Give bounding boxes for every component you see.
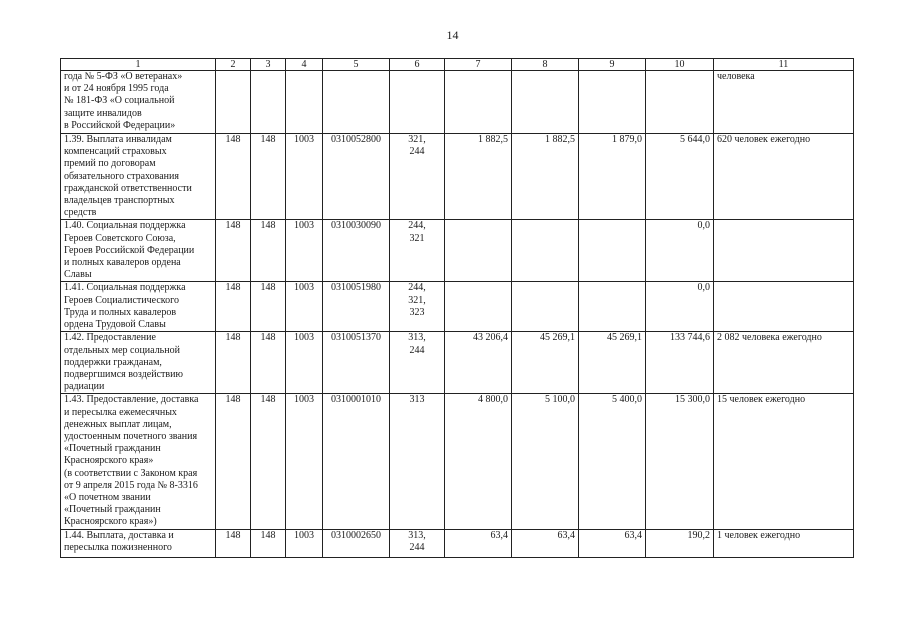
table-cell-c5: 0310052800 [323,134,390,220]
col-header: 11 [714,59,854,71]
table-cell-c5: 0310051370 [323,332,390,394]
table-cell-c11: человека [714,71,854,134]
table-cell-c7 [445,71,512,134]
table-cell-c4: 1003 [286,220,323,282]
table-row [61,134,854,220]
table-cell-c9 [579,220,646,282]
row-name-cell: 1.41. Социальная поддержка Героев Социалистического Труда и полных кавалеров ордена Трудовой Славы [61,282,216,332]
col-header: 1 [61,59,216,71]
col-header: 2 [216,59,251,71]
table-cell-c9 [579,282,646,332]
table-cell-c11: 2 082 человека ежегодно [714,332,854,394]
table-row [61,529,854,557]
table-cell-c7: 1 882,5 [445,134,512,220]
table-cell-c6 [390,71,445,134]
table-cell-c8: 45 269,1 [512,332,579,394]
row-name-cell: 1.40. Социальная поддержка Героев Советского Союза, Героев Российской Федерации и полных кавалеров ордена Славы [61,220,216,282]
col-header: 8 [512,59,579,71]
row-name-cell: 1.43. Предоставление, доставка и пересылка ежемесячных денежных выплат лицам, удостоенным почетного звания «Почетный гражданин Красноярского края» (в соответствии с Законом края от 9 апреля 2015 года № 8-3316 «О почетном звании «Почетный гражданин Красноярского края») [61,394,216,529]
table-cell-c6: 244, 321 [390,220,445,282]
page-number: 14 [446,28,459,42]
table-cell-c3: 148 [251,134,286,220]
table-cell-c9: 1 879,0 [579,134,646,220]
table-cell-c3 [251,71,286,134]
col-header: 5 [323,59,390,71]
table-row [61,332,854,394]
table-cell-c6: 321, 244 [390,134,445,220]
table-cell-c4: 1003 [286,394,323,529]
table-cell-c3: 148 [251,220,286,282]
table-cell-c5 [323,71,390,134]
table-cell-c2: 148 [216,394,251,529]
table-cell-c10: 15 300,0 [646,394,714,529]
table-row [61,220,854,282]
row-name-cell: 1.42. Предоставление отдельных мер социальной поддержки гражданам, подвергшимся воздействию радиации [61,332,216,394]
table-cell-c4: 1003 [286,134,323,220]
table-cell-c9: 63,4 [579,529,646,557]
table-cell-c3: 148 [251,394,286,529]
table-header-row [61,59,854,71]
table-cell-c2 [216,71,251,134]
table-cell-c7: 43 206,4 [445,332,512,394]
table-cell-c10: 5 644,0 [646,134,714,220]
table-cell-c9: 45 269,1 [579,332,646,394]
table-cell-c10: 0,0 [646,220,714,282]
col-header: 6 [390,59,445,71]
table-cell-c8 [512,220,579,282]
table-cell-c4: 1003 [286,282,323,332]
table-cell-c6: 313, 244 [390,332,445,394]
table-cell-c9: 5 400,0 [579,394,646,529]
table-cell-c8: 1 882,5 [512,134,579,220]
table-cell-c8: 63,4 [512,529,579,557]
table-cell-c8 [512,282,579,332]
table-cell-c7: 63,4 [445,529,512,557]
table-cell-c4: 1003 [286,529,323,557]
table-cell-c2: 148 [216,332,251,394]
table-cell-c5: 0310001010 [323,394,390,529]
table-cell-c3: 148 [251,332,286,394]
table-cell-c11 [714,220,854,282]
table-cell-c3: 148 [251,529,286,557]
table-cell-c11: 15 человек ежегодно [714,394,854,529]
table-cell-c5: 0310051980 [323,282,390,332]
row-name-cell: 1.39. Выплата инвалидам компенсаций страховых премий по договорам обязательного страхования гражданской ответственности владельцев транспортных средств [61,134,216,220]
table-cell-c2: 148 [216,134,251,220]
table-row [61,282,854,332]
table-cell-c10: 190,2 [646,529,714,557]
table-cell-c11: 1 человек ежегодно [714,529,854,557]
table-cell-c3: 148 [251,282,286,332]
table-cell-c8: 5 100,0 [512,394,579,529]
table-cell-c7 [445,282,512,332]
table-cell-c7 [445,220,512,282]
row-name-cell: года № 5-ФЗ «О ветеранах» и от 24 ноября 1995 года № 181-ФЗ «О социальной защите инвалидов в Российской Федерации» [61,71,216,134]
table-cell-c2: 148 [216,529,251,557]
budget-table [60,58,854,558]
table-cell-c6: 244, 321, 323 [390,282,445,332]
table-cell-c10: 0,0 [646,282,714,332]
table-cell-c4 [286,71,323,134]
row-name-cell: 1.44. Выплата, доставка и пересылка пожизненного [61,529,216,557]
table-row [61,71,854,134]
col-header: 7 [445,59,512,71]
table-cell-c2: 148 [216,220,251,282]
table-cell-c2: 148 [216,282,251,332]
table-cell-c9 [579,71,646,134]
table-cell-c6: 313, 244 [390,529,445,557]
col-header: 10 [646,59,714,71]
col-header: 9 [579,59,646,71]
table-cell-c7: 4 800,0 [445,394,512,529]
table-cell-c5: 0310002650 [323,529,390,557]
table-cell-c11 [714,282,854,332]
col-header: 3 [251,59,286,71]
table-cell-c5: 0310030090 [323,220,390,282]
table-cell-c10: 133 744,6 [646,332,714,394]
table-body [61,59,854,558]
col-header: 4 [286,59,323,71]
table-cell-c6: 313 [390,394,445,529]
table-row [61,394,854,529]
table-cell-c10 [646,71,714,134]
table-cell-c11: 620 человек ежегодно [714,134,854,220]
table-cell-c8 [512,71,579,134]
table-cell-c4: 1003 [286,332,323,394]
